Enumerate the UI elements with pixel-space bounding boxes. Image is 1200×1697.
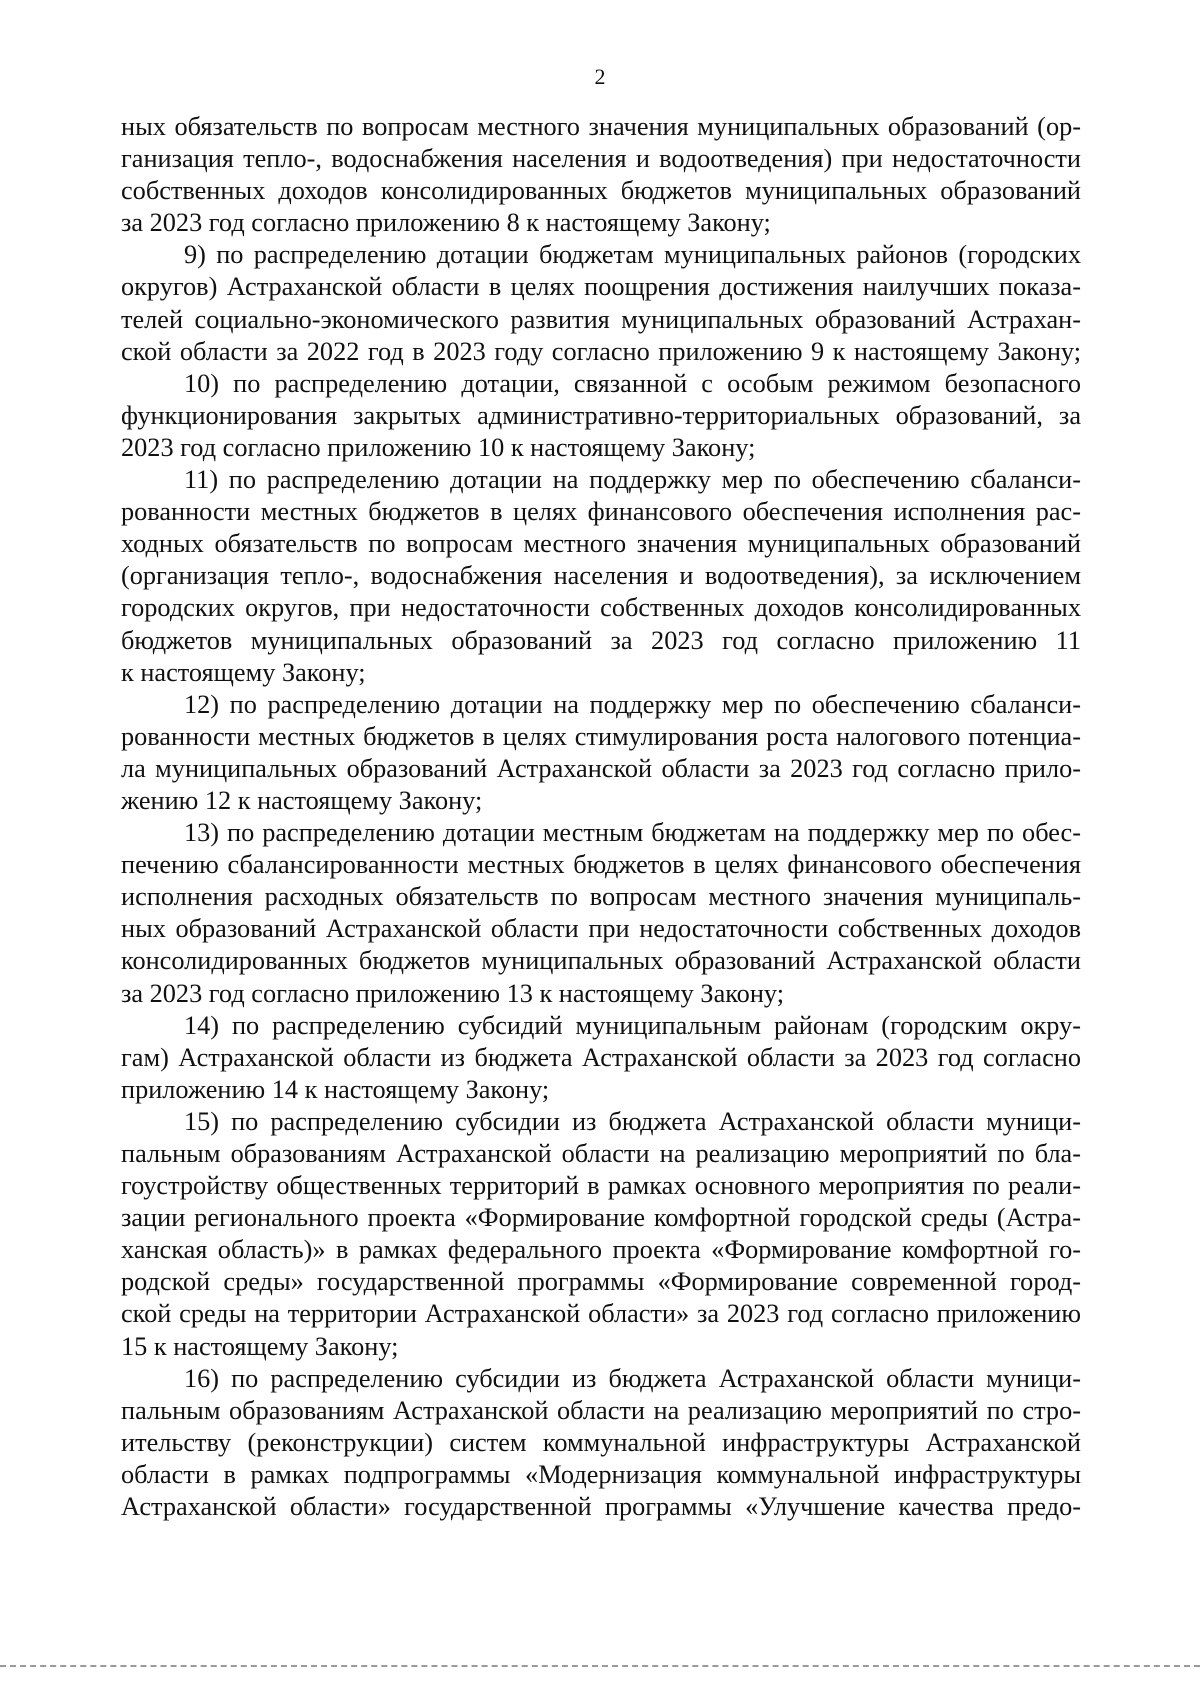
text-line: гоустройству общественных территорий в рамках основного мероприятия по реали- (121, 1171, 1081, 1201)
text-line: рованности местных бюджетов в целях финансового обеспечения исполнения рас- (121, 497, 1081, 527)
text-line: жению 12 к настоящему Закону; (121, 785, 483, 815)
text-line: консолидированных бюджетов муниципальных образований Астраханской области (121, 946, 1081, 976)
text-line: приложению 14 к настоящему Закону; (121, 1074, 550, 1104)
paragraph-start-line: 14) по распределению субсидий муниципальным районам (городским окру- (184, 1010, 1081, 1040)
text-line: ской среды на территории Астраханской области» за 2023 год согласно приложению (121, 1299, 1081, 1329)
text-line: гам) Астраханской области из бюджета Астраханской области за 2023 год согласно (121, 1042, 1081, 1072)
text-line: к настоящему Закону; (121, 657, 366, 687)
paragraph-start-line: 12) по распределению дотации на поддержку мер по обеспечению сбаланси- (184, 689, 1081, 719)
text-line: ительству (реконструкции) систем коммунальной инфраструктуры Астраханской (121, 1427, 1081, 1457)
text-line: области в рамках подпрограммы «Модернизация коммунальной инфраструктуры (121, 1459, 1081, 1489)
text-line: телей социально-экономического развития муниципальных образований Астрахан- (121, 304, 1081, 334)
page-bottom-divider (0, 1665, 1200, 1667)
paragraph-start-line: 15) по распределению субсидии из бюджета Астраханской области муници- (184, 1106, 1081, 1136)
text-line: ных образований Астраханской области при недостаточности собственных доходов (121, 914, 1081, 944)
text-line: пальным образованиям Астраханской области на реализацию мероприятий по бла- (121, 1139, 1081, 1168)
text-line: 15 к настоящему Закону; (121, 1331, 399, 1361)
text-line: Астраханской области» государственной программы «Улучшение качества предо- (121, 1492, 1081, 1522)
text-line: функционирования закрытых административно-территориальных образований, за (121, 400, 1081, 430)
text-line: ла муниципальных образований Астраханской области за 2023 год согласно прило- (121, 753, 1081, 783)
text-line: округов) Астраханской области в целях поощрения достижения наилучших показа- (121, 272, 1081, 302)
text-line: ходных обязательств по вопросам местного значения муниципальных образований (121, 529, 1081, 559)
text-line: ганизация тепло-, водоснабжения населения и водоотведения) при недостаточности (121, 144, 1081, 174)
text-line: за 2023 год согласно приложению 13 к настоящему Закону; (121, 978, 785, 1008)
paragraph-start-line: 11) по распределению дотации на поддержку мер по обеспечению сбаланси- (184, 465, 1081, 495)
document-body (121, 111, 1081, 1523)
text-line: ской области за 2022 год в 2023 году согласно приложению 9 к настоящему Закону; (121, 336, 1081, 366)
text-line: (организация тепло-, водоснабжения населения и водоотведения), за исключением (121, 561, 1081, 591)
text-line: за 2023 год согласно приложению 8 к настоящему Закону; (121, 208, 771, 238)
paragraph-start-line: 10) по распределению дотации, связанной с особым режимом безопасного (184, 368, 1081, 398)
text-line: пальным образованиям Астраханской области на реализацию мероприятий по стро- (121, 1395, 1081, 1425)
text-line: ханская область)» в рамках федерального проекта «Формирование комфортной го- (121, 1235, 1081, 1265)
paragraph-start-line: 13) по распределению дотации местным бюджетам на поддержку мер по обес- (184, 818, 1081, 848)
text-line: ных обязательств по вопросам местного значения муниципальных образований (ор- (121, 112, 1081, 141)
text-line: рованности местных бюджетов в целях стимулирования роста налогового потенциа- (121, 721, 1081, 751)
text-line: бюджетов муниципальных образований за 2023 год согласно приложению 11 (121, 625, 1081, 655)
text-line: исполнения расходных обязательств по вопросам местного значения муниципаль- (121, 882, 1081, 912)
paragraph-start-line: 16) по распределению субсидии из бюджета Астраханской области муници- (184, 1363, 1081, 1393)
text-line: собственных доходов консолидированных бюджетов муниципальных образований (121, 176, 1081, 206)
text-line: печению сбалансированности местных бюджетов в целях финансового обеспечения (121, 850, 1081, 880)
text-line: родской среды» государственной программы «Формирование современной город- (121, 1267, 1081, 1297)
text-line: зации регионального проекта «Формирование комфортной городской среды (Астра- (121, 1203, 1081, 1233)
paragraph-start-line: 9) по распределению дотации бюджетам муниципальных районов (городских (184, 240, 1081, 270)
text-line: 2023 год согласно приложению 10 к настоящему Закону; (121, 432, 756, 462)
text-line: городских округов, при недостаточности собственных доходов консолидированных (121, 593, 1081, 623)
page-number: 2 (594, 64, 606, 89)
